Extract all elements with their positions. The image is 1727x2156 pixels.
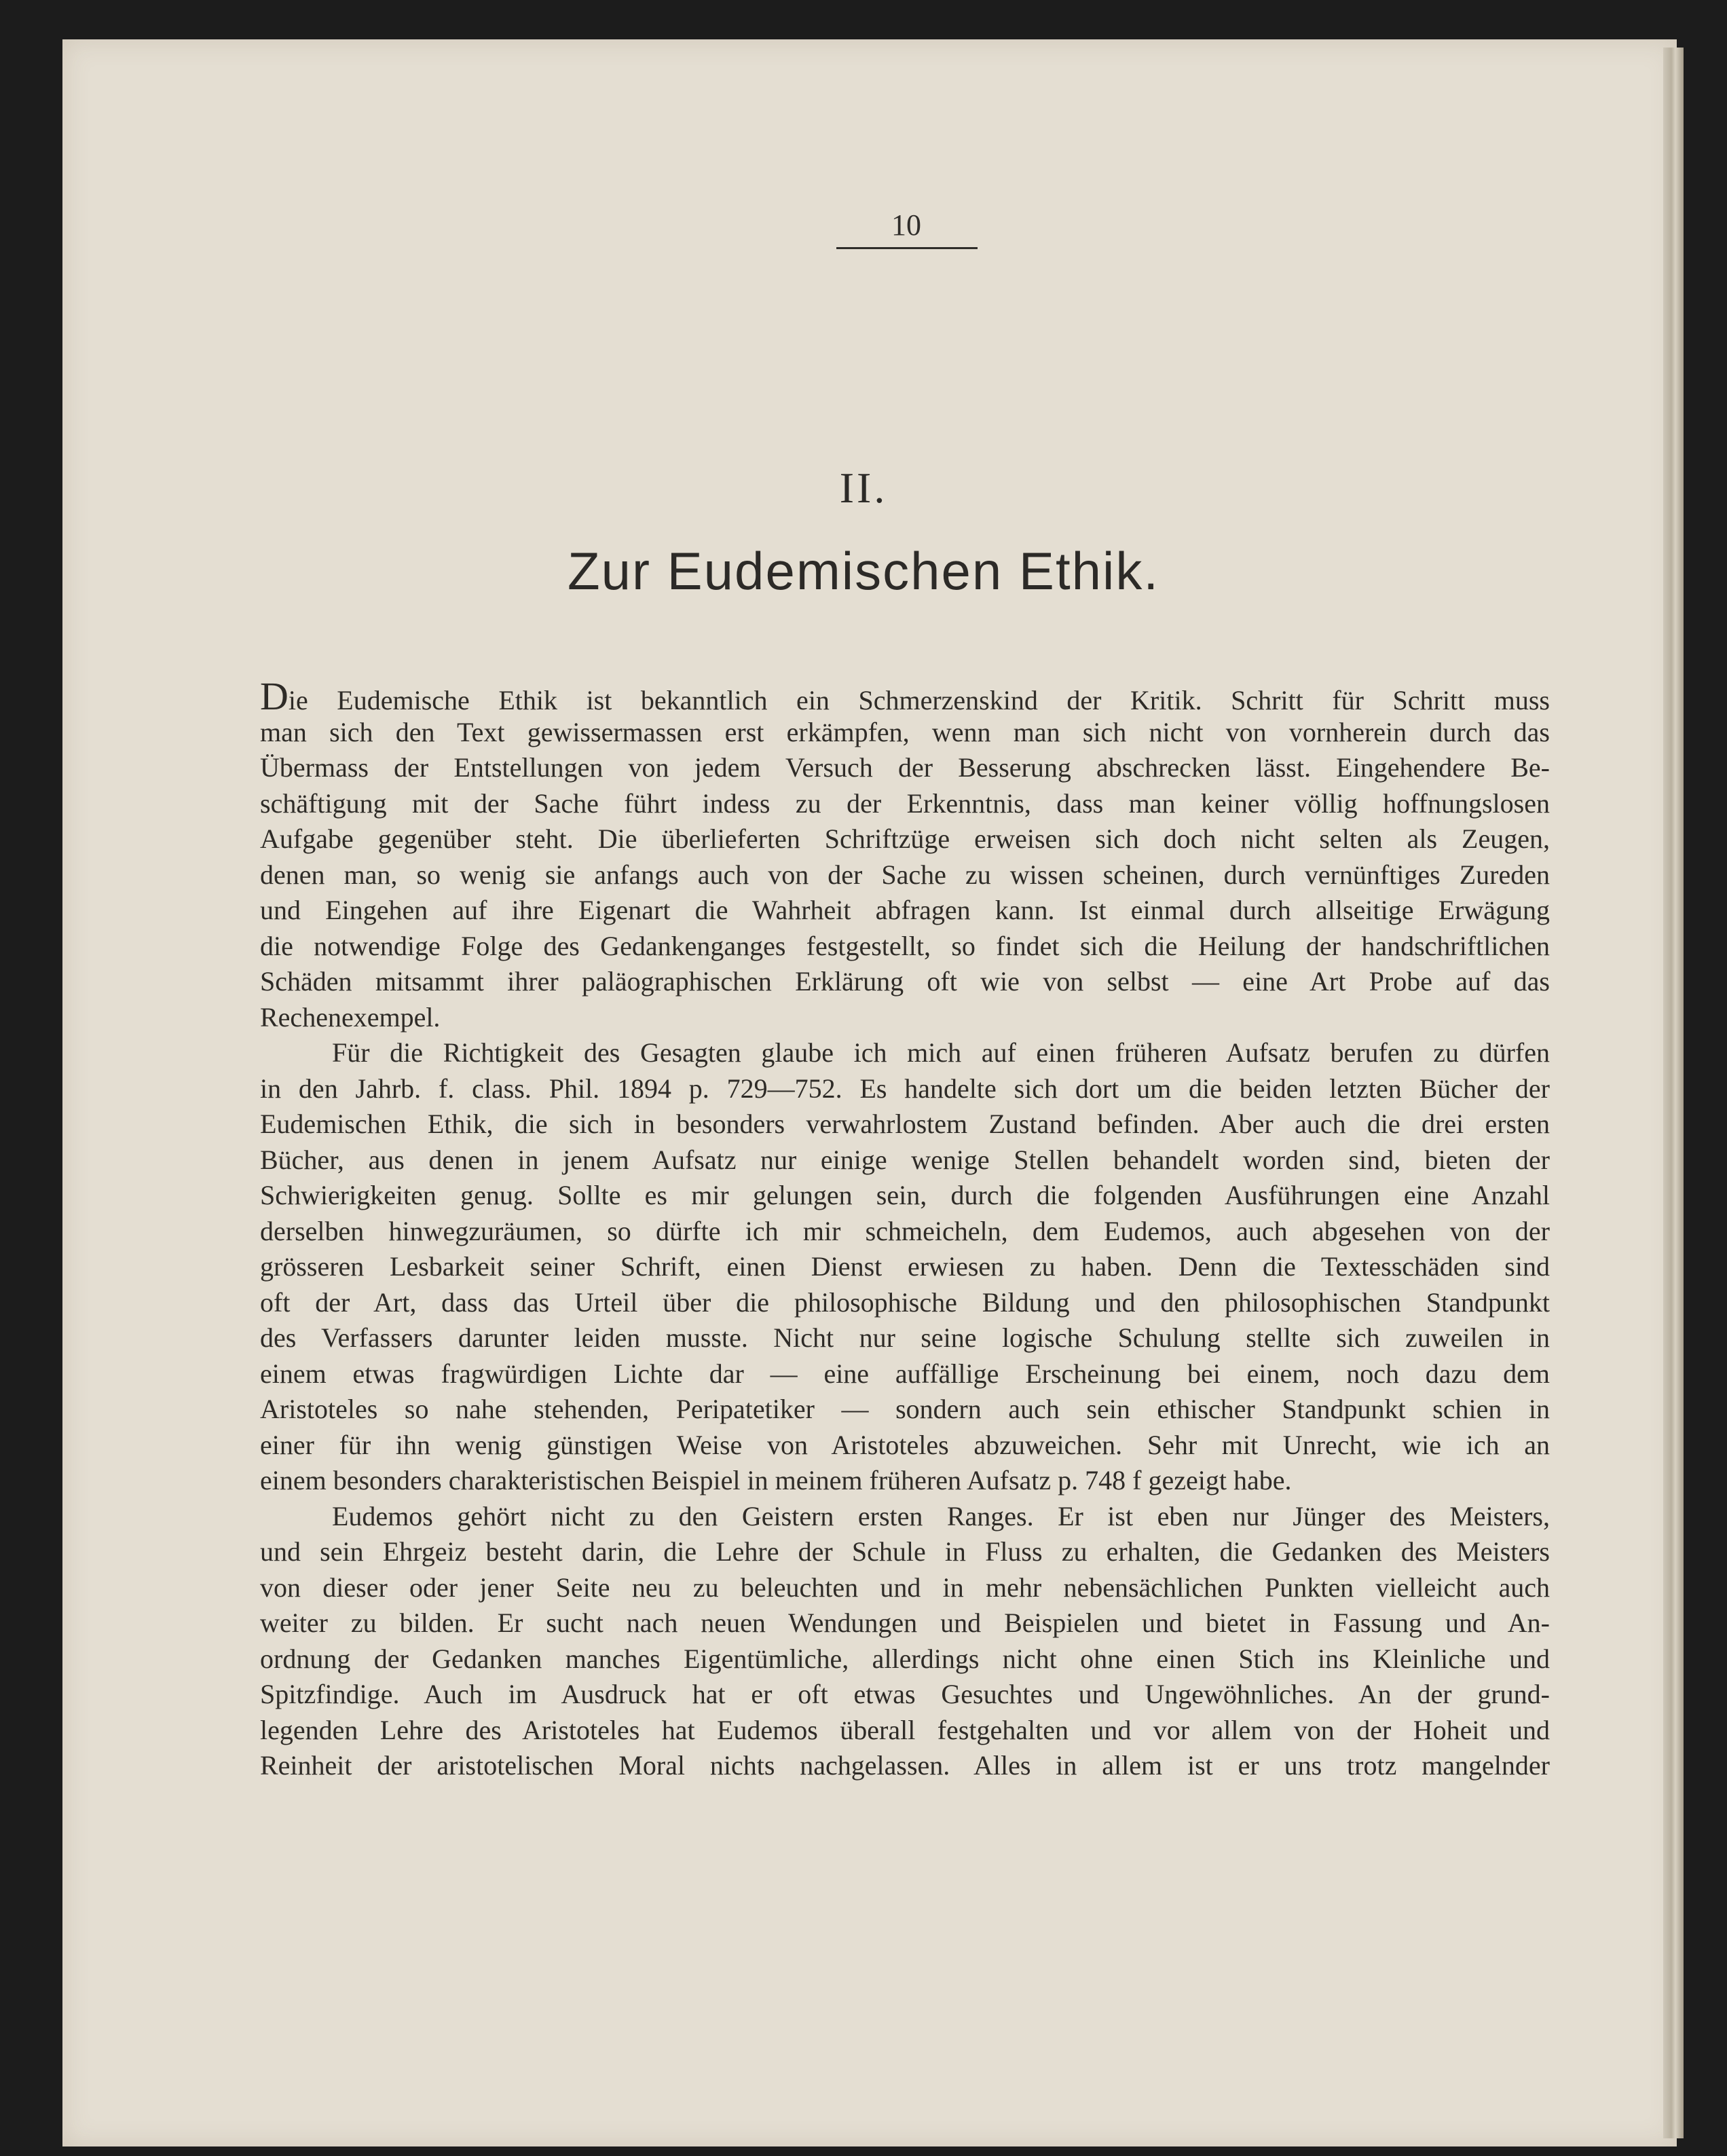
text-line: Eudemischen Ethik, die sich in besonders verwahrlostem Zustand befinden. Aber auch die drei ersten	[260, 1109, 1550, 1139]
text-line: Für die Richtigkeit des Gesagten glaube ich mich auf einen früheren Aufsatz berufen zu dürfen	[332, 1037, 1550, 1068]
text-line: Bücher, aus denen in jenem Aufsatz nur einige wenige Stellen behandelt worden sind, bieten der	[260, 1144, 1550, 1175]
text-line: von dieser oder jener Seite neu zu beleuchten und in mehr nebensächlichen Punkten vielleicht auch	[260, 1572, 1550, 1603]
text-line: grösseren Lesbarkeit seiner Schrift, einen Dienst erwiesen zu haben. Denn die Textesschäden sind	[260, 1251, 1550, 1282]
text-line: Reinheit der aristotelischen Moral nichts nachgelassen. Alles in allem ist er uns trotz mangelnder	[260, 1750, 1550, 1781]
text-line: einem besonders charakteristischen Beispiel in meinem früheren Aufsatz p. 748 f gezeigt habe.	[260, 1465, 1292, 1495]
chapter-number: II.	[839, 464, 888, 512]
text-line: Spitzfindige. Auch im Ausdruck hat er oft etwas Gesuchtes und Ungewöhnliches. An der grund-	[260, 1679, 1550, 1709]
text-line: legenden Lehre des Aristoteles hat Eudemos überall festgehalten und vor allem von der Hoheit und	[260, 1714, 1550, 1745]
page-number-rule	[836, 247, 978, 249]
drop-initial: D	[260, 674, 289, 718]
text-line: in den Jahrb. f. class. Phil. 1894 p. 729—752. Es handelte sich dort um die beiden letzten Bücher der	[260, 1073, 1550, 1104]
text-line: man sich den Text gewissermassen erst erkämpfen, wenn man sich nicht von vornherein durch das	[260, 716, 1550, 747]
body-text	[260, 674, 1550, 1784]
text-line: oft der Art, dass das Urteil über die philosophische Bildung und den philosophischen Standpunkt	[260, 1286, 1550, 1318]
text-line: die notwendige Folge des Gedankenganges festgestellt, so findet sich die Heilung der handschriftlichen	[260, 930, 1550, 961]
text-line: Rechenexempel.	[260, 1001, 441, 1033]
text-line: Schäden mitsammt ihrer paläographischen Erklärung oft wie von selbst — eine Art Probe auf das	[260, 966, 1550, 997]
text-line: und sein Ehrgeiz besteht darin, die Lehre der Schule in Fluss zu erhalten, die Gedanken des Meisters	[260, 1536, 1550, 1567]
text-line: Übermass der Entstellungen von jedem Versuch der Besserung abschrecken lässt. Eingehendere Be-	[260, 752, 1550, 783]
text-line: derselben hinwegzuräumen, so dürfte ich mir schmeicheln, dem Eudemos, auch abgesehen von der	[260, 1215, 1550, 1246]
text-line: einem etwas fragwürdigen Lichte dar — eine auffällige Erscheinung bei einem, noch dazu dem	[260, 1358, 1550, 1389]
text-line: einer für ihn wenig günstigen Weise von Aristoteles abzuweichen. Sehr mit Unrecht, wie ich an	[260, 1429, 1550, 1460]
text-line: denen man, so wenig sie anfangs auch von der Sache zu wissen scheinen, durch vernünftiges Zureden	[260, 859, 1550, 890]
text-line: Die Eudemische Ethik ist bekanntlich ein Schmerzenskind der Kritik. Schritt für Schritt muss	[260, 674, 1550, 718]
text-line: Aufgabe gegenüber steht. Die überlieferten Schriftzüge erweisen sich doch nicht selten als Zeugen,	[260, 823, 1550, 854]
page-fore-edge	[1663, 48, 1684, 2138]
text-line: Eudemos gehört nicht zu den Geistern ersten Ranges. Er ist eben nur Jünger des Meisters,	[332, 1500, 1550, 1531]
page-number: 10	[891, 208, 921, 242]
text-line: schäftigung mit der Sache führt indess zu der Erkenntnis, dass man keiner völlig hoffnungslosen	[260, 787, 1550, 819]
text-line: und Eingehen auf ihre Eigenart die Wahrheit abfragen kann. Ist einmal durch allseitige Erwägung	[260, 895, 1550, 925]
text-line: weiter zu bilden. Er sucht nach neuen Wendungen und Beispielen und bietet in Fassung und An-	[260, 1607, 1550, 1638]
text-line: Aristoteles so nahe stehenden, Peripatetiker — sondern auch sein ethischer Standpunkt schien in	[260, 1394, 1550, 1424]
text-line: des Verfassers darunter leiden musste. Nicht nur seine logische Schulung stellte sich zuweilen in	[260, 1322, 1550, 1353]
text-line: Schwierigkeiten genug. Sollte es mir gelungen sein, durch die folgenden Ausführungen eine Anzahl	[260, 1180, 1550, 1210]
text-line: ordnung der Gedanken manches Eigentümliche, allerdings nicht ohne einen Stich ins Kleinliche und	[260, 1643, 1550, 1674]
chapter-title: Zur Eudemischen Ethik.	[567, 541, 1160, 601]
